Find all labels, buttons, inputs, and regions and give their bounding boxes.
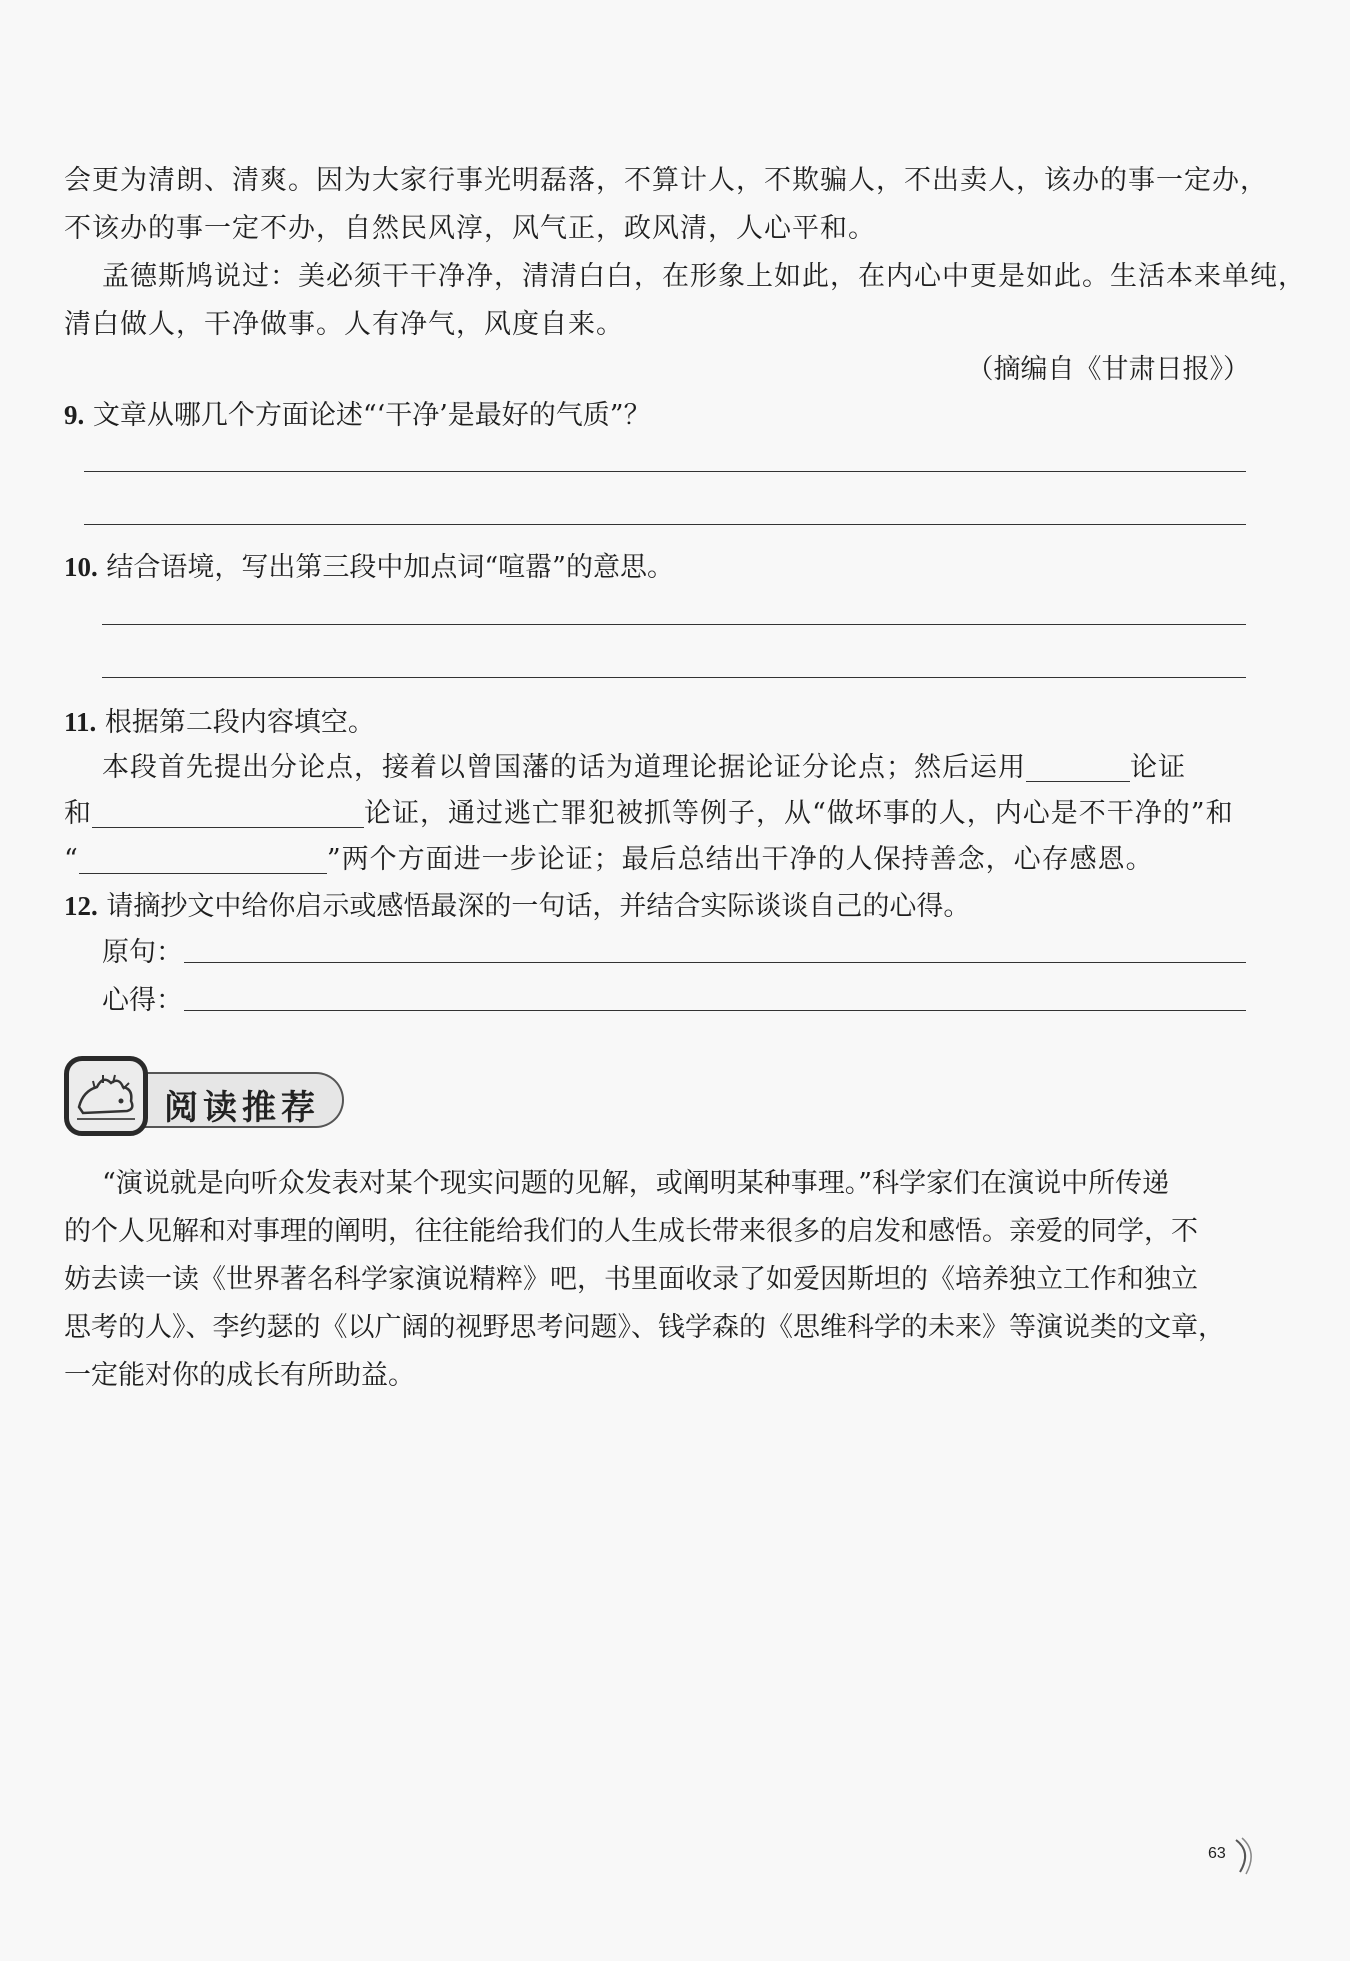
answer-line[interactable]: [84, 471, 1246, 472]
fill-text: 本段首先提出分论点，接着以曾国藩的话为道理论据论证分论点；然后运用: [102, 752, 1026, 783]
question-11: [64, 702, 1250, 743]
page-number-badge: [1196, 1836, 1256, 1876]
fill-text: ”两个方面进一步论证；最后总结出干净的人保持善念，心存感恩。: [326, 844, 1154, 875]
original-sentence-line[interactable]: [184, 962, 1246, 963]
fill-text: 论证: [1130, 752, 1186, 783]
passage-line: 孟德斯鸠说过：美必须干干净净，清清白白，在形象上如此，在内心中更是如此。生活本来单纯，: [102, 261, 1306, 292]
fill-text: 论证，通过逃亡罪犯被抓等例子，从“做坏事的人，内心是不干净的”和: [364, 798, 1234, 829]
recommend-line: “演说就是向听众发表对某个现实问题的见解，或阐明某种事理。”科学家们在演说中所传递: [102, 1168, 1170, 1199]
question-text: 文章从哪几个方面论述“‘干净’是最好的气质”？: [92, 400, 651, 431]
fill-blank[interactable]: [92, 797, 364, 828]
page-number: 63: [1208, 1845, 1226, 1862]
answer-line[interactable]: [84, 524, 1246, 525]
fill-text: “: [64, 844, 79, 875]
fill-line: [64, 840, 1250, 880]
passage-line: 不该办的事一定不办，自然民风淳，风气正，政风清，人心平和。: [64, 213, 876, 244]
question-text: 结合语境，写出第三段中加点词“喧嚣”的意思。: [106, 552, 674, 583]
reading-recommendation-header: [60, 1052, 350, 1138]
question-number: 9.: [64, 400, 85, 430]
section-title: 阅读推荐: [164, 1088, 320, 1128]
question-text: 根据第二段内容填空。: [104, 707, 375, 738]
question-10: [64, 547, 1250, 588]
dinosaur-icon: [64, 1056, 148, 1136]
question-9: [64, 395, 1250, 436]
question-12: [64, 886, 1250, 927]
question-text: 请摘抄文中给你启示或感悟最深的一句话，并结合实际谈谈自己的心得。: [106, 891, 971, 922]
answer-line[interactable]: [102, 677, 1246, 678]
fill-blank[interactable]: [1026, 751, 1130, 782]
recommend-line: 思考的人》、李约瑟的《以广阔的视野思考问题》、钱学森的《思维科学的未来》等演说类的文章，: [64, 1312, 1225, 1343]
passage-line: 清白做人，干净做事。人有净气，风度自来。: [64, 309, 624, 340]
fill-line: [102, 748, 1250, 788]
original-sentence-label: 原句：: [102, 937, 183, 968]
reflection-line[interactable]: [184, 1010, 1246, 1011]
recommend-line: 妨去读一读《世界著名科学家演说精粹》吧，书里面收录了如爱因斯坦的《培养独立工作和独立: [64, 1264, 1198, 1295]
answer-line[interactable]: [102, 624, 1246, 625]
recommend-line: 一定能对你的成长有所助益。: [64, 1360, 415, 1391]
fill-line: [64, 794, 1250, 834]
reflection-label: 心得：: [102, 985, 183, 1016]
section-banner: [144, 1072, 344, 1128]
fill-text: 和: [64, 798, 92, 829]
fill-blank[interactable]: [79, 843, 327, 874]
question-number: 10.: [64, 552, 98, 582]
passage-line: 会更为清朗、清爽。因为大家行事光明磊落，不算计人，不欺骗人，不出卖人，该办的事一定办，: [64, 165, 1268, 196]
question-number: 12.: [64, 891, 98, 921]
source-citation: （摘编自《甘肃日报》）: [966, 354, 1250, 385]
recommend-line: 的个人见解和对事理的阐明，往往能给我们的人生成长带来很多的启发和感悟。亲爱的同学，不: [64, 1216, 1198, 1247]
question-number: 11.: [64, 707, 97, 737]
